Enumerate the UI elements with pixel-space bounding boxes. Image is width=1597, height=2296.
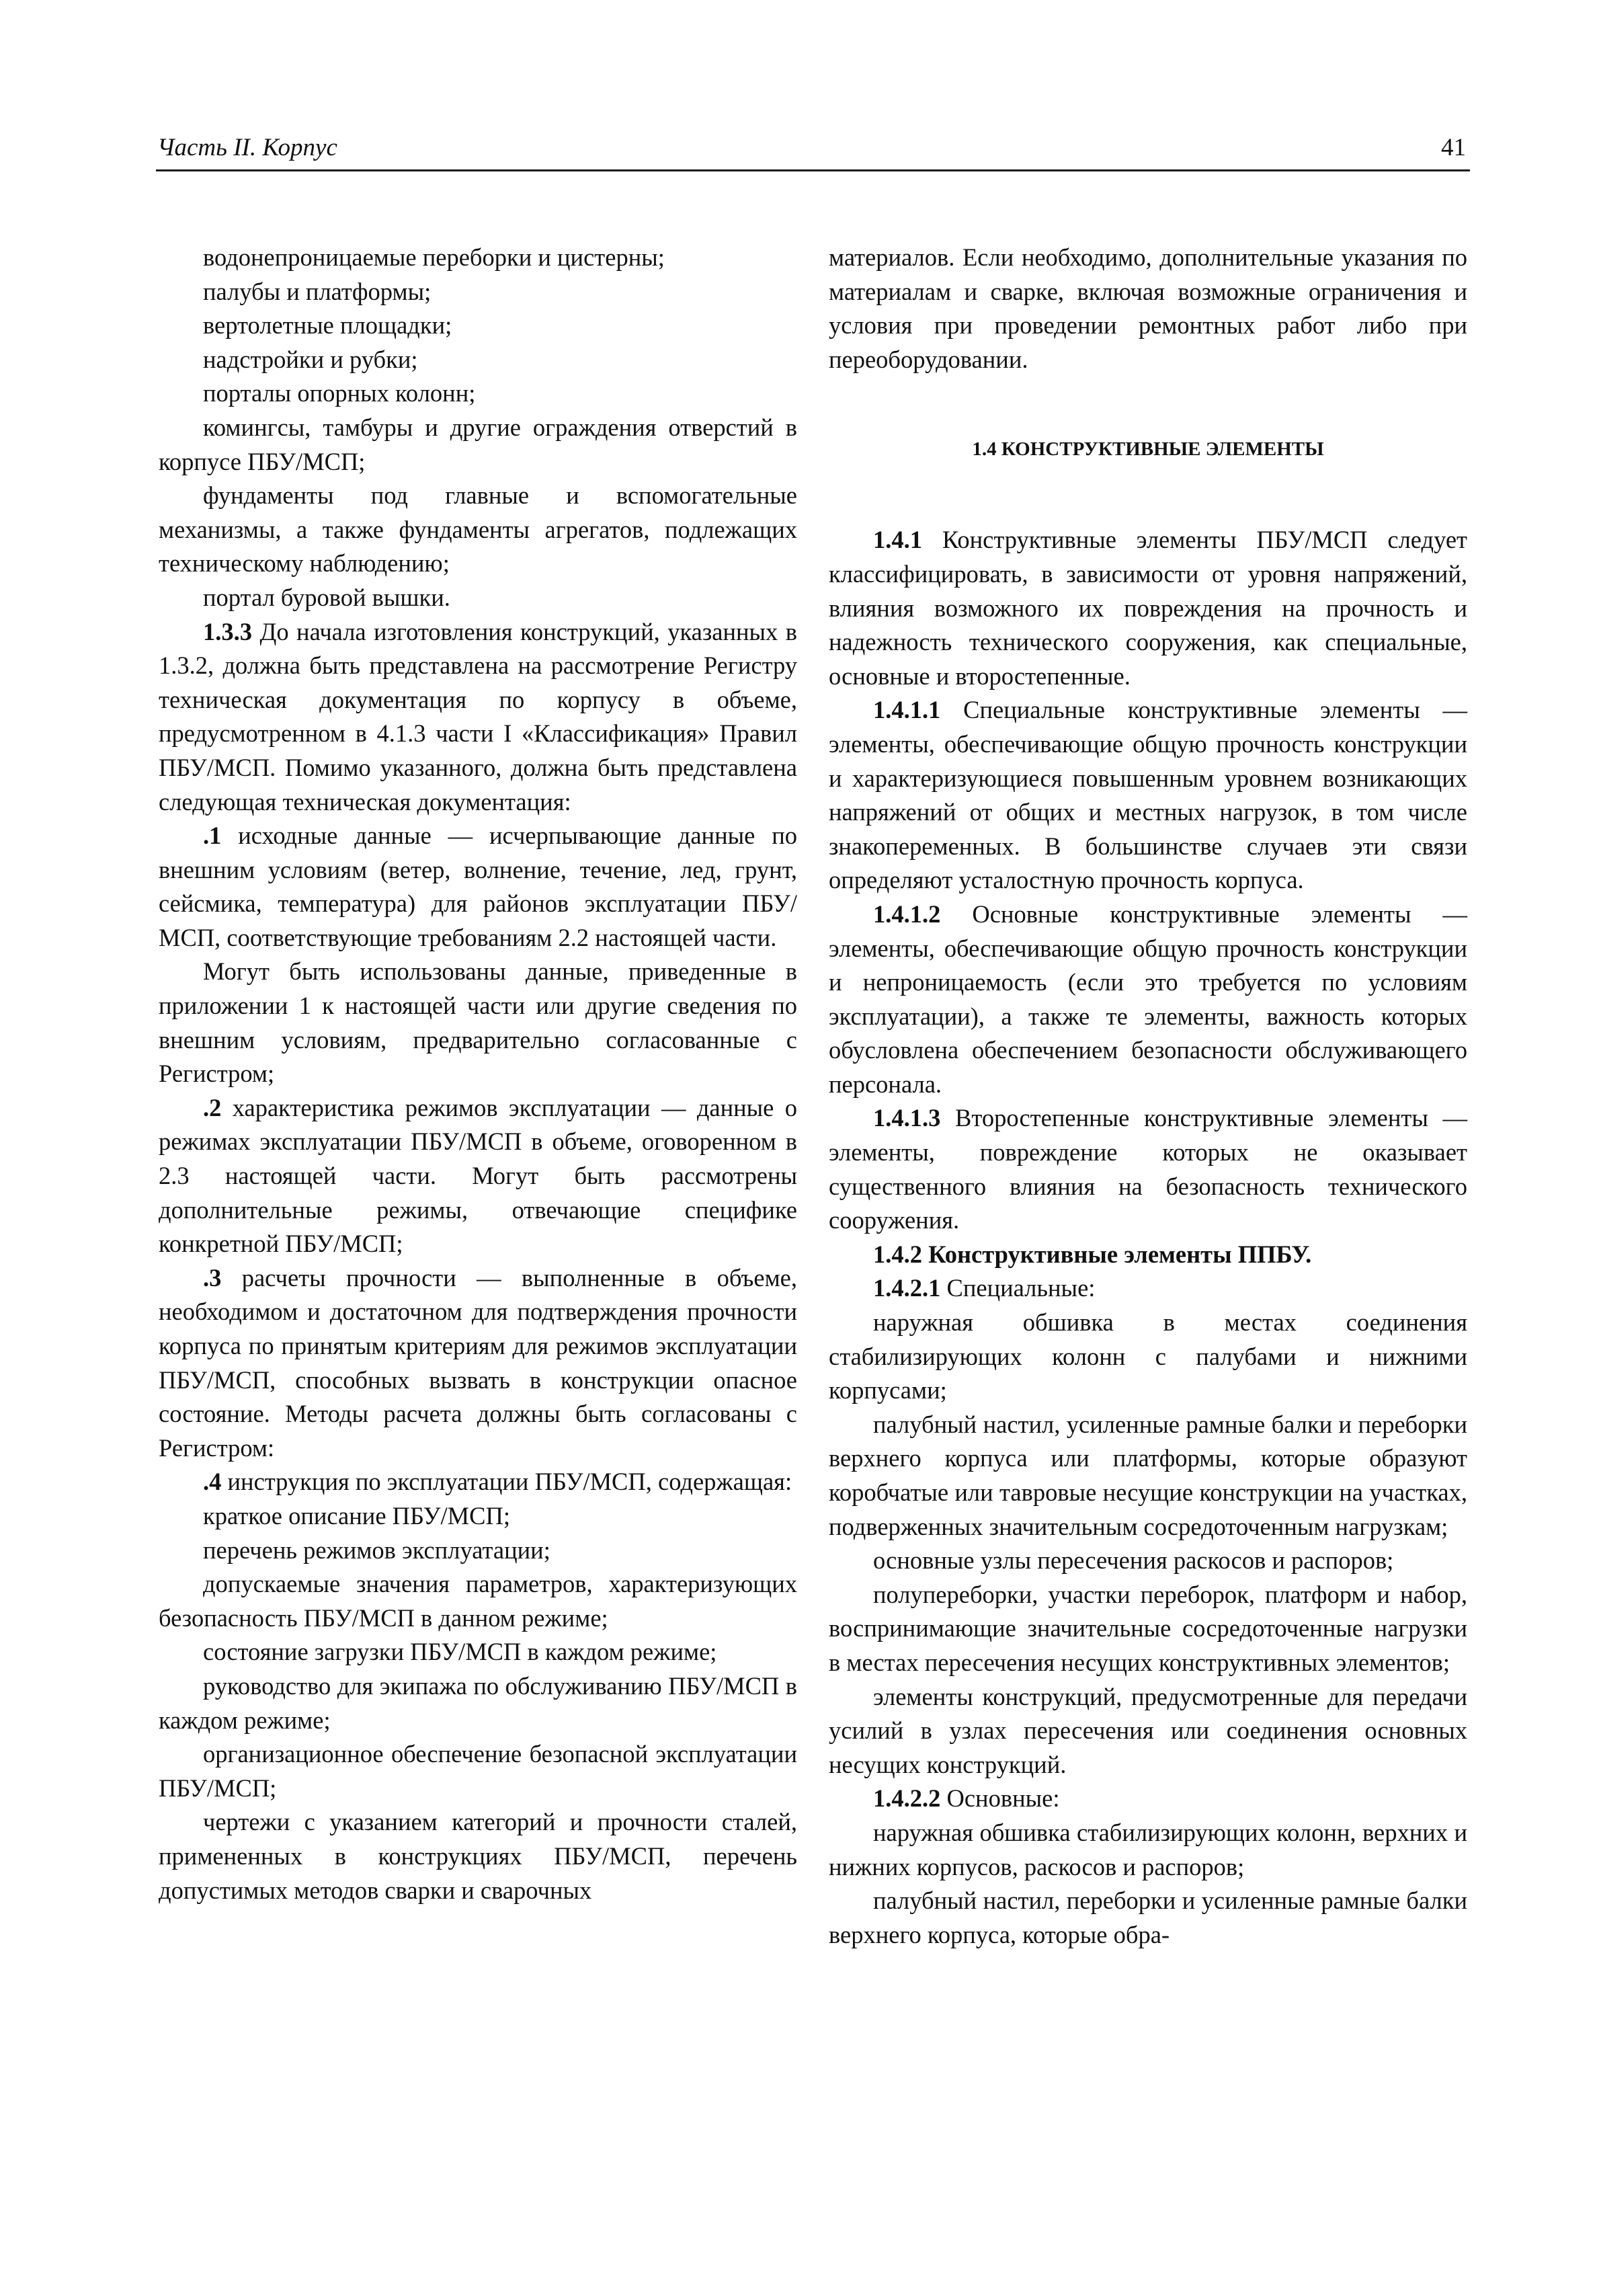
paragraph: фундаменты под главные и вспомогательные механизмы, а также фундаменты агрегатов, подлежащих техническому наблюдению; bbox=[159, 481, 797, 578]
left-column bbox=[159, 241, 797, 1907]
paragraph-text: Специальные конструктивные элементы — элементы, обеспечивающие общую прочность конструкции и характеризующиеся повышенным уровнем возникающих напряжений от общих и местных нагрузок, в том числе знакопеременных. В большинстве случаев эти связи определяют усталостную прочность корпуса. bbox=[829, 696, 1467, 894]
subsection-heading-text: 1.4.2 Конструктивные элементы ППБУ. bbox=[873, 1240, 1312, 1268]
clause-number: 1.4.1.2 bbox=[873, 900, 941, 928]
paragraph: водонепроницаемые переборки и цистерны; bbox=[203, 243, 665, 271]
section-title: 1.4 КОНСТРУКТИВНЫЕ ЭЛЕМЕНТЫ bbox=[972, 438, 1324, 461]
paragraph: элементы конструкций, предусмотренные для передачи усилий в узлах пересечения или соединения основных несущих конструкций. bbox=[829, 1682, 1467, 1778]
item-number: .4 bbox=[203, 1468, 222, 1496]
paragraph-text: Основные: bbox=[940, 1784, 1060, 1813]
paragraph-1-4-1-3 bbox=[829, 1101, 1467, 1237]
paragraph: наружная обшивка стабилизирующих колонн, верхних и нижних корпусов, раскосов и распоров; bbox=[829, 1818, 1467, 1881]
paragraph-text: Специальные: bbox=[940, 1274, 1096, 1302]
paragraph: руководство для экипажа по обслуживанию ПБУ/МСП в каждом режиме; bbox=[159, 1671, 797, 1734]
paragraph: наружная обшивка в местах соединения стабилизирующих колонн с палубами и нижними корпусами; bbox=[829, 1308, 1467, 1404]
paragraph-text: До начала изготовления конструкций, указанных в 1.3.2, должна быть представлена на рассмотрение Регистру техническая документация по корпусу в объеме, предусмотренном в 4.1.3 части I «Классификация» Правил ПБУ/МСП. Помимо указанного, должна быть представлена следующая техническая документация: bbox=[159, 617, 797, 816]
running-header bbox=[156, 132, 1470, 171]
clause-number: 1.4.2.2 bbox=[873, 1784, 941, 1813]
paragraph: порталы опорных колонн; bbox=[203, 379, 476, 407]
paragraph: портал буровой вышки. bbox=[203, 583, 450, 611]
paragraph-text: Второстепенные конструктивные элементы — элементы, повреждение которых не оказывает существенного влияния на безопасность технического сооружения. bbox=[829, 1104, 1467, 1234]
subsection-heading bbox=[829, 1238, 1467, 1272]
list-item-4 bbox=[159, 1465, 797, 1499]
paragraph: палубный настил, усиленные рамные балки и переборки верхнего корпуса или платформы, которые образуют коробчатые или тавровые несущие конструкции на участках, подверженных значительным сосредоточенным нагрузкам; bbox=[829, 1410, 1467, 1540]
paragraph-1-4-1-1 bbox=[829, 693, 1467, 898]
paragraph-1-4-2-2 bbox=[829, 1782, 1467, 1816]
paragraph: допускаемые значения параметров, характеризующих безопасность ПБУ/МСП в данном режиме; bbox=[159, 1570, 797, 1632]
list-item-1 bbox=[159, 819, 797, 955]
paragraph-1-4-2-1 bbox=[829, 1271, 1467, 1306]
clause-number: 1.4.1.1 bbox=[873, 696, 941, 724]
clause-number: 1.4.2.1 bbox=[873, 1274, 941, 1302]
paragraph: состояние загрузки ПБУ/МСП в каждом режиме; bbox=[203, 1638, 717, 1666]
paragraph: палубный настил, переборки и усиленные рамные балки верхнего корпуса, которые обра- bbox=[829, 1887, 1467, 1948]
paragraph: вертолетные площадки; bbox=[203, 311, 452, 340]
item-number: .2 bbox=[203, 1093, 222, 1121]
paragraph: основные узлы пересечения раскосов и распоров; bbox=[873, 1546, 1394, 1575]
paragraph: чертежи с указанием категорий и прочности сталей, примененных в конструкциях ПБУ/МСП, перечень допустимых методов сварки и сварочных bbox=[159, 1808, 797, 1904]
paragraph-1-3-3 bbox=[159, 615, 797, 820]
paragraph: полупереборки, участки переборок, платформ и набор, воспринимающие значительные сосредоточенные нагрузки в местах пересечения несущих конструктивных элементов; bbox=[829, 1580, 1467, 1676]
clause-number: 1.3.3 bbox=[203, 617, 252, 645]
part-title: Часть II. Корпус bbox=[157, 134, 337, 161]
page-number: 41 bbox=[1441, 134, 1466, 161]
paragraph: краткое описание ПБУ/МСП; bbox=[203, 1501, 510, 1530]
clause-number: 1.4.1.3 bbox=[873, 1104, 941, 1132]
list-item-3 bbox=[159, 1261, 797, 1466]
item-number: .3 bbox=[203, 1263, 222, 1292]
paragraph: надстройки и рубки; bbox=[203, 345, 418, 373]
list-item-2 bbox=[159, 1091, 797, 1261]
right-column bbox=[829, 241, 1467, 1952]
clause-number: 1.4.1 bbox=[873, 526, 922, 554]
paragraph-continued: материалов. Если необходимо, дополнительные указания по материалам и сварке, включая возможные ограничения и условия при проведении ремонтных работ либо при переоборудовании. bbox=[829, 243, 1467, 373]
paragraph-text: Основные конструктивные элементы — элементы, обеспечивающие общую прочность конструкции и непроницаемость (если это требуется по условиям эксплуатации), а также те элементы, важность которых обусловлена обеспечением безопасности обслуживающего персонала. bbox=[829, 900, 1467, 1098]
paragraph-1-4-1-2 bbox=[829, 898, 1467, 1102]
item-number: .1 bbox=[203, 822, 222, 850]
paragraph-text: исходные данные — исчерпывающие данные по внешним условиям (ветер, волнение, течение, лед, грунт, сейсмика, температура) для районов эксплуатации ПБУ/МСП, соответствующие требованиям 2.2 настоящей части. bbox=[159, 822, 797, 951]
paragraph-text: расчеты прочности — выполненные в объеме, необходимом и достаточном для подтверждения прочности корпуса по принятым критериям для режимов эксплуатации ПБУ/МСП, способных вызвать в конструкции опасное состояние. Методы расчета должны быть согласованы с Регистром: bbox=[159, 1263, 797, 1462]
paragraph: перечень режимов эксплуатации; bbox=[203, 1536, 550, 1564]
paragraph-1-4-1 bbox=[829, 523, 1467, 693]
paragraph: палубы и платформы; bbox=[203, 277, 432, 305]
paragraph: Могут быть использованы данные, приведенные в приложении 1 к настоящей части или другие сведения по внешним условиям, предварительно согласованные с Регистром; bbox=[159, 957, 797, 1088]
paragraph-text: характеристика режимов эксплуатации — данные о режимах эксплуатации ПБУ/МСП в объеме, оговоренном в 2.3 настоящей части. Могут быть рассмотрены дополнительные режимы, отвечающие специфике конкретной ПБУ/МСП; bbox=[159, 1093, 797, 1258]
paragraph: организационное обеспечение безопасной эксплуатации ПБУ/МСП; bbox=[159, 1740, 797, 1802]
paragraph-text: Конструктивные элементы ПБУ/МСП следует классифицировать, в зависимости от уровня напряжений, влияния возможного их повреждения на прочность и надежность технического сооружения, как специальные, основные и второстепенные. bbox=[829, 526, 1467, 690]
paragraph-text: инструкция по эксплуатации ПБУ/МСП, содержащая: bbox=[221, 1468, 792, 1496]
paragraph: комингсы, тамбуры и другие ограждения отверстий в корпусе ПБУ/МСП; bbox=[159, 413, 797, 475]
